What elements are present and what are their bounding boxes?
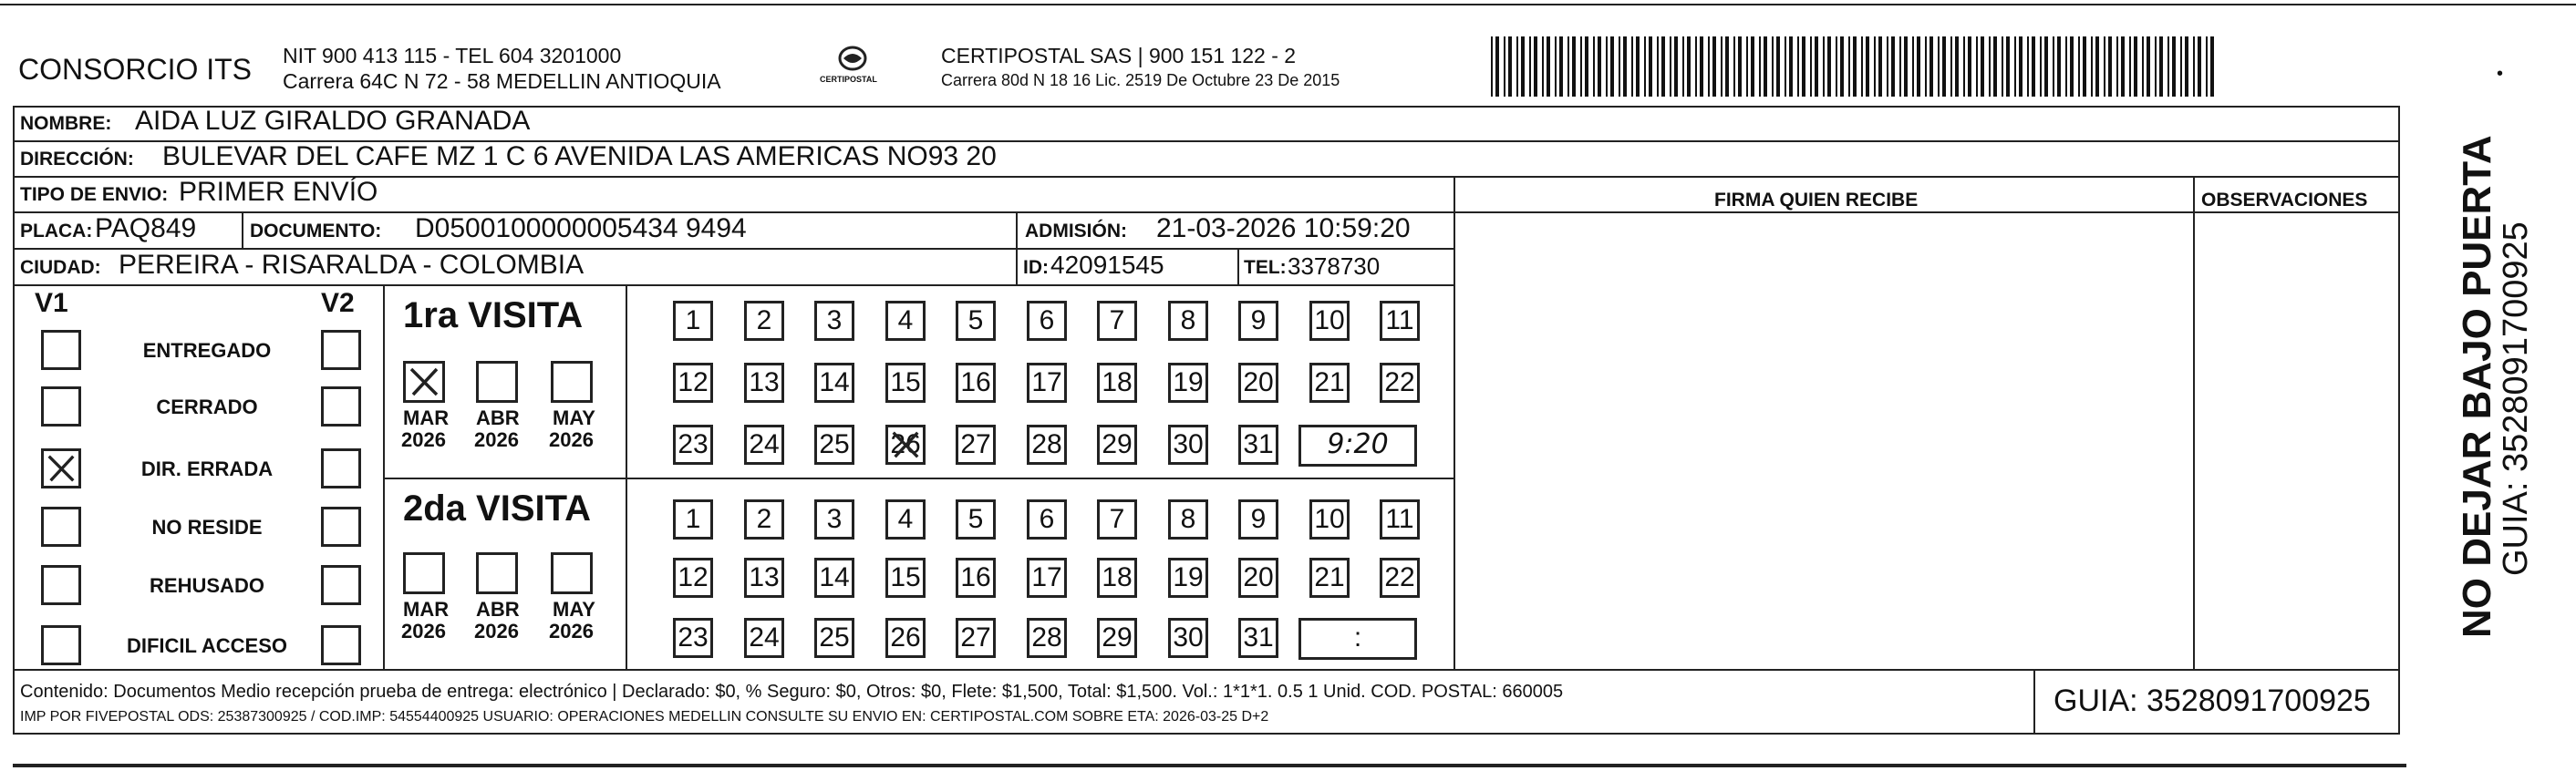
barcode-bar <box>2206 36 2208 97</box>
day-box[interactable]: 2 <box>744 301 784 341</box>
status-label: DIFICIL ACCESO <box>126 634 287 657</box>
day-box[interactable]: 2 <box>744 499 784 540</box>
barcode-bar <box>1759 36 1761 97</box>
visit1-title: 1ra VISITA <box>403 295 584 335</box>
edge-mark: • <box>2497 64 2504 84</box>
barcode-bar <box>1785 36 1786 97</box>
month-label: MAR <box>403 598 450 621</box>
month-checkbox[interactable] <box>403 552 445 594</box>
barcode-bar <box>1878 36 1882 97</box>
barcode-bar <box>2104 36 2105 97</box>
barcode-bar <box>1619 36 1620 97</box>
barcode-bar <box>1606 36 1608 97</box>
month-checkbox[interactable] <box>551 552 593 594</box>
barcode-bar <box>1942 36 1946 97</box>
barcode-bar <box>2185 36 2188 97</box>
barcode-bar <box>2167 36 2169 97</box>
company-name: CONSORCIO ITS <box>18 53 253 86</box>
time-box[interactable]: : <box>1298 618 1417 660</box>
day-box[interactable]: 3 <box>814 301 854 341</box>
barcode-bar <box>1661 36 1665 97</box>
barcode-bar <box>2198 36 2201 97</box>
barcode-bar <box>2027 36 2029 97</box>
day-box[interactable]: 24 <box>744 618 784 658</box>
day-box[interactable]: 18 <box>1097 363 1137 403</box>
day-box[interactable]: 25 <box>814 425 854 465</box>
day-box[interactable]: 23 <box>673 425 713 465</box>
barcode-bar <box>1853 36 1857 97</box>
footer-guia: GUIA: 3528091700925 <box>2054 684 2371 718</box>
day-box[interactable]: 23 <box>673 618 713 658</box>
barcode-bar <box>1874 36 1876 97</box>
barcode-bar <box>1534 36 1537 97</box>
day-box[interactable]: 14 <box>814 558 854 598</box>
barcode-bar <box>1976 36 1978 97</box>
day-box[interactable]: 20 <box>1238 558 1278 598</box>
day-box[interactable]: 6 <box>1027 301 1067 341</box>
day-box[interactable]: 6 <box>1027 499 1067 540</box>
month-label: ABR <box>476 406 520 429</box>
day-box[interactable]: 26 <box>885 425 926 465</box>
day-box[interactable]: 19 <box>1168 363 1208 403</box>
v1-checkbox[interactable] <box>41 330 81 370</box>
tel-label: TEL: <box>1244 257 1287 278</box>
barcode-bar <box>1912 36 1914 97</box>
barcode-bar <box>1572 36 1576 97</box>
day-box[interactable]: 9 <box>1238 301 1278 341</box>
day-box[interactable]: 3 <box>814 499 854 540</box>
year-label: 2026 <box>549 620 594 642</box>
admision-label: ADMISIÓN: <box>1025 221 1127 242</box>
barcode-bar <box>1555 36 1557 97</box>
barcode-bar <box>1712 36 1716 97</box>
documento-label: DOCUMENTO: <box>250 221 382 242</box>
barcode-bar <box>2210 36 2214 97</box>
barcode-bar <box>2091 36 2093 97</box>
barcode-bar <box>2193 36 2195 97</box>
v2-checkbox[interactable] <box>321 565 361 605</box>
id-label: ID: <box>1023 257 1049 278</box>
barcode-bar <box>2129 36 2131 97</box>
barcode-bar <box>1529 36 1531 97</box>
barcode-bar <box>1789 36 1793 97</box>
year-label: 2026 <box>474 620 519 642</box>
direccion-value: BULEVAR DEL CAFE MZ 1 C 6 AVENIDA LAS AMERICAS NO93 20 <box>162 141 997 171</box>
barcode-bar <box>2180 36 2182 97</box>
barcode-bar <box>1968 36 1971 97</box>
day-box[interactable]: 31 <box>1238 618 1278 658</box>
day-box[interactable]: 28 <box>1027 425 1067 465</box>
side-guia: GUIA: 3528091700925 <box>2497 221 2535 576</box>
documento-value: D0500100000005434 9494 <box>415 213 747 243</box>
address-line: Carrera 64C N 72 - 58 MEDELLIN ANTIOQUIA <box>283 69 721 93</box>
barcode-bar <box>2053 36 2054 97</box>
barcode-bar <box>1955 36 1959 97</box>
observaciones-header: OBSERVACIONES <box>2201 190 2368 211</box>
barcode-bar <box>1708 36 1710 97</box>
nombre-value: AIDA LUZ GIRALDO GRANADA <box>135 106 531 136</box>
ciudad-label: CIUDAD: <box>20 257 101 278</box>
status-label: ENTREGADO <box>142 339 272 362</box>
day-box[interactable]: 27 <box>956 425 996 465</box>
footer-line1: Contenido: Documentos Medio recepción prueba de entrega: electrónico | Declarado: $0, % Seguro: $0, Otros: $0, Flete: $1,500, Total: $1,500. Vol.: 1*1*1. 0.5 1 Unid. COD. POSTAL: 660005 <box>20 682 1564 702</box>
certipostal-line2: Carrera 80d N 18 16 Lic. 2519 De Octubre 23 De 2015 <box>941 71 1340 89</box>
day-box[interactable]: 5 <box>956 301 996 341</box>
day-box[interactable]: 1 <box>673 499 713 540</box>
barcode-bar <box>1751 36 1754 97</box>
placa-label: PLACA: <box>20 221 93 242</box>
barcode-bar <box>2065 36 2067 97</box>
day-box[interactable]: 12 <box>673 558 713 598</box>
status-label: DIR. ERRADA <box>140 457 274 480</box>
barcode-bar <box>1904 36 1908 97</box>
barcode-bar <box>1823 36 1825 97</box>
ciudad-value: PEREIRA - RISARALDA - COLOMBIA <box>119 250 585 280</box>
month-checkbox[interactable] <box>403 361 445 403</box>
day-box[interactable]: 4 <box>885 301 926 341</box>
barcode-bar <box>1772 36 1774 97</box>
v1-checkbox[interactable] <box>41 448 81 488</box>
day-box[interactable]: 22 <box>1380 558 1420 598</box>
barcode-bar <box>1950 36 1952 97</box>
barcode-bar <box>2006 36 2010 97</box>
barcode-bar <box>2134 36 2137 97</box>
day-box[interactable]: 11 <box>1380 499 1420 540</box>
barcode-bar <box>2044 36 2048 97</box>
day-box[interactable]: 28 <box>1027 618 1067 658</box>
day-box[interactable]: 25 <box>814 618 854 658</box>
day-box[interactable]: 9 <box>1238 499 1278 540</box>
day-box[interactable]: 16 <box>956 558 996 598</box>
barcode-bar <box>1861 36 1863 97</box>
barcode-bar <box>2070 36 2074 97</box>
day-box[interactable]: 13 <box>744 363 784 403</box>
barcode-bar <box>1495 36 1499 97</box>
barcode-bar <box>1649 36 1652 97</box>
barcode-bar <box>1508 36 1512 97</box>
barcode-bar <box>1840 36 1844 97</box>
month-label: MAR <box>403 406 450 429</box>
barcode-bar <box>1836 36 1837 97</box>
barcode-bar <box>1670 36 1671 97</box>
barcode-bar <box>1733 36 1735 97</box>
month-checkbox[interactable] <box>476 552 518 594</box>
day-box[interactable]: 13 <box>744 558 784 598</box>
check-x-icon <box>888 427 923 462</box>
barcode-bar <box>1746 36 1748 97</box>
day-box[interactable]: 10 <box>1309 499 1350 540</box>
barcode-bar <box>1891 36 1895 97</box>
v2-checkbox[interactable] <box>321 386 361 427</box>
day-box[interactable]: 7 <box>1097 301 1137 341</box>
day-box[interactable]: 27 <box>956 618 996 658</box>
barcode-bar <box>1887 36 1888 97</box>
v1-checkbox[interactable] <box>41 565 81 605</box>
barcode-bar <box>1738 36 1742 97</box>
day-box[interactable]: 31 <box>1238 425 1278 465</box>
month-label: MAY <box>553 598 595 621</box>
barcode-bar <box>2116 36 2118 97</box>
year-label: 2026 <box>549 428 594 451</box>
barcode-bar <box>1585 36 1588 97</box>
day-box[interactable]: 30 <box>1168 618 1208 658</box>
barcode-bar <box>1700 36 1703 97</box>
day-box[interactable]: 21 <box>1309 363 1350 403</box>
day-box[interactable]: 10 <box>1309 301 1350 341</box>
barcode-bar <box>2095 36 2099 97</box>
barcode-bar <box>2002 36 2003 97</box>
month-checkbox[interactable] <box>551 361 593 403</box>
barcode-bar <box>2032 36 2035 97</box>
year-label: 2026 <box>401 620 446 642</box>
barcode-bar <box>1580 36 1582 97</box>
v1-label: V1 <box>35 288 68 318</box>
barcode-bar <box>1725 36 1729 97</box>
nit-line: NIT 900 413 115 - TEL 604 3201000 <box>283 44 622 67</box>
barcode-bar <box>1866 36 1869 97</box>
barcode-bar <box>1674 36 1678 97</box>
barcode-bar <box>1623 36 1627 97</box>
v1-checkbox[interactable] <box>41 507 81 547</box>
barcode-bar <box>1567 36 1569 97</box>
barcode-bar <box>1644 36 1646 97</box>
barcode-bar <box>1559 36 1563 97</box>
barcode-bar <box>1963 36 1965 97</box>
barcode-bar <box>2155 36 2157 97</box>
barcode-bar <box>1917 36 1920 97</box>
day-box[interactable]: 12 <box>673 363 713 403</box>
barcode-bar <box>1504 36 1505 97</box>
tipo-envio-value: PRIMER ENVÍO <box>179 177 378 207</box>
day-box[interactable]: 17 <box>1027 363 1067 403</box>
certipostal-line1: CERTIPOSTAL SAS | 900 151 122 - 2 <box>941 44 1297 67</box>
barcode-bar <box>1764 36 1767 97</box>
barcode-bar <box>1938 36 1940 97</box>
tipo-envio-label: TIPO DE ENVIO: <box>20 184 169 205</box>
barcode-bar <box>1802 36 1805 97</box>
day-box[interactable]: 16 <box>956 363 996 403</box>
v1-checkbox[interactable] <box>41 625 81 665</box>
month-checkbox[interactable] <box>476 361 518 403</box>
nombre-label: NOMBRE: <box>20 113 112 134</box>
check-x-icon <box>406 364 442 400</box>
month-label: MAY <box>553 406 595 429</box>
id-value: 42091545 <box>1050 251 1164 279</box>
day-box[interactable]: 22 <box>1380 363 1420 403</box>
barcode-bar <box>1925 36 1927 97</box>
day-box[interactable]: 20 <box>1238 363 1278 403</box>
barcode-bar <box>1598 36 1601 97</box>
day-box[interactable]: 26 <box>885 618 926 658</box>
barcode-bar <box>1521 36 1525 97</box>
barcode-bar <box>1631 36 1633 97</box>
barcode-bar <box>1815 36 1818 97</box>
barcode-bar <box>2108 36 2112 97</box>
certipostal-logo-icon <box>816 42 889 97</box>
day-box[interactable]: 8 <box>1168 499 1208 540</box>
day-box[interactable]: 8 <box>1168 301 1208 341</box>
barcode <box>1491 36 2220 97</box>
check-x-icon <box>44 451 78 486</box>
v2-checkbox[interactable] <box>321 448 361 488</box>
admision-value: 21-03-2026 10:59:20 <box>1156 213 1411 243</box>
barcode-bar <box>1810 36 1812 97</box>
barcode-bar <box>1797 36 1799 97</box>
barcode-bar <box>1989 36 1991 97</box>
barcode-bar <box>1682 36 1684 97</box>
day-box[interactable]: 1 <box>673 301 713 341</box>
barcode-bar <box>1593 36 1595 97</box>
tel-value: 3378730 <box>1288 252 1381 280</box>
visit2-title: 2da VISITA <box>403 488 591 529</box>
certipostal-logo <box>816 42 889 97</box>
barcode-bar <box>2159 36 2163 97</box>
day-box[interactable]: 15 <box>885 558 926 598</box>
barcode-bar <box>1827 36 1831 97</box>
barcode-bar <box>1657 36 1659 97</box>
barcode-bar <box>2078 36 2080 97</box>
barcode-bar <box>2019 36 2023 97</box>
day-box[interactable]: 5 <box>956 499 996 540</box>
footer-line2: IMP POR FIVEPOSTAL ODS: 25387300925 / COD.IMP: 54554400925 USUARIO: OPERACIONES MEDELLIN CONSULTE SU ENVIO EN: CERTIPOSTAL.COM SOBRE ETA: 2026-03-25 D+2 <box>20 709 1269 725</box>
month-label: ABR <box>476 598 520 621</box>
day-box[interactable]: 30 <box>1168 425 1208 465</box>
barcode-bar <box>1610 36 1614 97</box>
barcode-bar <box>1981 36 1984 97</box>
barcode-bar <box>1993 36 1997 97</box>
logo-text: CERTIPOSTAL <box>820 75 877 84</box>
day-box[interactable]: 11 <box>1380 301 1420 341</box>
day-box[interactable]: 15 <box>885 363 926 403</box>
barcode-bar <box>1899 36 1901 97</box>
barcode-bar <box>2172 36 2176 97</box>
v2-label: V2 <box>321 288 355 318</box>
day-box[interactable]: 29 <box>1097 425 1137 465</box>
barcode-bar <box>1776 36 1780 97</box>
barcode-bar <box>2142 36 2144 97</box>
day-box[interactable]: 24 <box>744 425 784 465</box>
barcode-bar <box>2014 36 2016 97</box>
status-label: NO RESIDE <box>151 516 263 539</box>
placa-value: PAQ849 <box>95 213 197 243</box>
v1-checkbox[interactable] <box>41 386 81 427</box>
barcode-bar <box>1687 36 1691 97</box>
barcode-bar <box>1547 36 1550 97</box>
no-dejar-bajo-puerta: NO DEJAR BAJO PUERTA <box>2455 135 2499 638</box>
time-box[interactable]: 9:20 <box>1298 425 1417 467</box>
day-box[interactable]: 7 <box>1097 499 1137 540</box>
day-box[interactable]: 4 <box>885 499 926 540</box>
year-label: 2026 <box>401 428 446 451</box>
day-box[interactable]: 17 <box>1027 558 1067 598</box>
barcode-bar <box>1542 36 1544 97</box>
barcode-bar <box>1491 36 1493 97</box>
firma-header: FIRMA QUIEN RECIBE <box>1714 190 1919 211</box>
day-box[interactable]: 14 <box>814 363 854 403</box>
day-box[interactable]: 18 <box>1097 558 1137 598</box>
barcode-bar <box>2121 36 2125 97</box>
barcode-bar <box>1636 36 1640 97</box>
barcode-bar <box>2040 36 2042 97</box>
barcode-bar <box>2147 36 2150 97</box>
barcode-bar <box>1848 36 1850 97</box>
day-box[interactable]: 21 <box>1309 558 1350 598</box>
barcode-bar <box>1721 36 1723 97</box>
v2-checkbox[interactable] <box>321 330 361 370</box>
barcode-bar <box>2057 36 2061 97</box>
day-box[interactable]: 19 <box>1168 558 1208 598</box>
status-label: REHUSADO <box>150 574 264 597</box>
barcode-bar <box>2083 36 2086 97</box>
barcode-bar <box>1929 36 1933 97</box>
v2-checkbox[interactable] <box>321 625 361 665</box>
barcode-bar <box>1516 36 1518 97</box>
v2-checkbox[interactable] <box>321 507 361 547</box>
year-label: 2026 <box>474 428 519 451</box>
direccion-label: DIRECCIÓN: <box>20 149 134 170</box>
status-label: CERRADO <box>156 396 258 418</box>
day-box[interactable]: 29 <box>1097 618 1137 658</box>
barcode-bar <box>1695 36 1697 97</box>
